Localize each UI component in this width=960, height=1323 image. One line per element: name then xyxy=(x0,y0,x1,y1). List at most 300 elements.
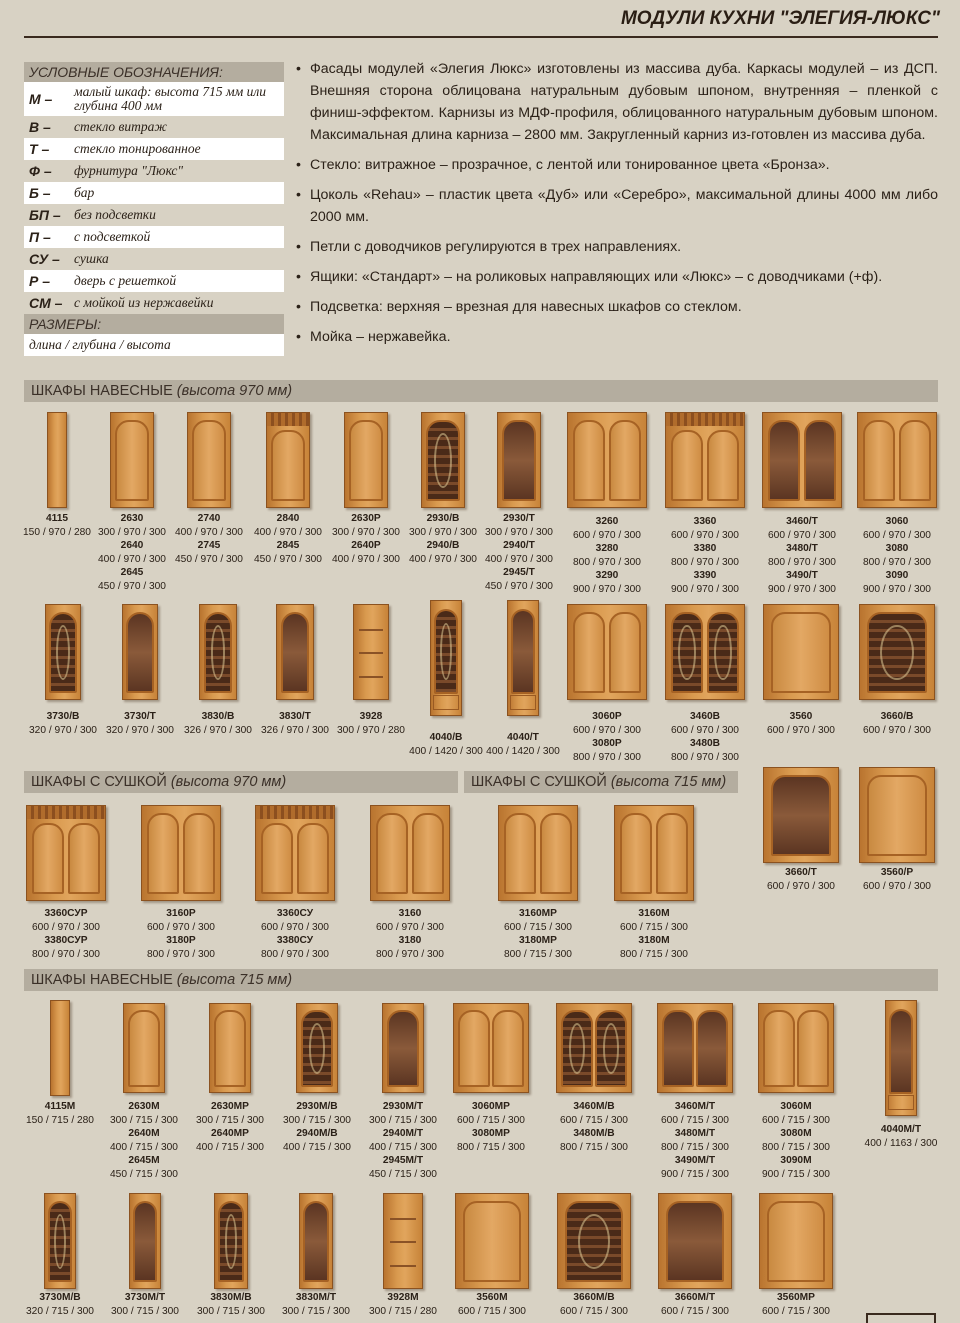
section-subtitle: (высота 970 мм) xyxy=(176,383,293,399)
product-dimensions: 300 / 715 / 300 xyxy=(110,1114,178,1126)
cabinet-door xyxy=(573,420,606,502)
product-dimensions: 400 / 715 / 300 xyxy=(283,1141,351,1153)
cabinet-door xyxy=(863,420,896,502)
product-dimensions: 800 / 715 / 300 xyxy=(560,1141,628,1153)
sizes-row xyxy=(24,334,284,356)
cabinet-image xyxy=(50,1000,70,1096)
product-code: 2630М xyxy=(128,1101,160,1112)
product-code: 4040М/Т xyxy=(880,1124,922,1135)
cabinet-door xyxy=(867,612,926,694)
product-code: 3660/В xyxy=(880,711,914,722)
legend-desc: бар xyxy=(74,185,95,200)
cabinet-door xyxy=(867,775,926,857)
product-code: 2640М xyxy=(128,1128,160,1139)
product-dimensions: 900 / 970 / 300 xyxy=(671,583,739,595)
product-code: 3560М xyxy=(476,1292,508,1303)
cabinet-image xyxy=(567,412,647,508)
product-label xyxy=(6,907,126,961)
cabinet-image xyxy=(657,1003,733,1093)
product-dimensions: 600 / 970 / 300 xyxy=(147,921,215,933)
cabinet-door xyxy=(565,1201,623,1283)
product-dimensions: 450 / 715 / 300 xyxy=(369,1168,437,1180)
description-item: • Цоколь «Rehau» – пластик цвета «Дуб» или «Серебро», максимальной длины 4000 мм либо 2000 мм. xyxy=(296,184,938,228)
product-code: 3160 xyxy=(398,908,422,919)
product-dimensions: 800 / 970 / 300 xyxy=(573,556,641,568)
cabinet-image xyxy=(123,1003,165,1093)
product-code: 2940М/Т xyxy=(382,1128,424,1139)
cabinet-image xyxy=(276,604,314,700)
product-code: 3730М/Т xyxy=(124,1292,166,1303)
cabinet-door xyxy=(297,823,330,894)
cabinet-door xyxy=(218,1201,244,1283)
product-code: 3830М/В xyxy=(210,1292,252,1303)
page-corner-mark xyxy=(866,1313,936,1323)
product-code: 3560/Р xyxy=(880,867,914,878)
shelf xyxy=(390,1265,417,1267)
product-dimensions: 600 / 970 / 300 xyxy=(863,880,931,892)
cabinet-image xyxy=(885,1000,917,1116)
cabinet-image xyxy=(45,604,81,700)
cabinet-image xyxy=(859,604,935,700)
product-code: 3460М/Т xyxy=(674,1101,716,1112)
product-dimensions: 300 / 970 / 280 xyxy=(337,724,405,736)
section-header-dryer-970 xyxy=(24,771,458,793)
product-code: 3080Р xyxy=(592,738,622,749)
product-dimensions: 800 / 970 / 300 xyxy=(261,948,329,960)
product-dimensions: 600 / 970 / 300 xyxy=(573,724,641,736)
drawer xyxy=(510,695,536,711)
product-code: 2940/Т xyxy=(503,540,535,551)
cabinet-image xyxy=(857,412,937,508)
section-title: ШКАФЫ НАВЕСНЫЕ xyxy=(31,383,173,399)
product-dimensions: 600 / 715 / 300 xyxy=(560,1114,628,1126)
product-code: 3730/Т xyxy=(124,711,156,722)
product-code: 3490/Т xyxy=(786,570,818,581)
legend-row xyxy=(24,270,284,292)
product-code: 2640МР xyxy=(211,1128,249,1139)
product-code: 2945/Т xyxy=(503,567,535,578)
product-code: 3280 xyxy=(595,543,619,554)
legend-desc: фурнитура "Люкс" xyxy=(74,163,184,178)
cabinet-door xyxy=(434,609,458,695)
product-dimensions: 400 / 970 / 300 xyxy=(175,526,243,538)
product-dimensions: 400 / 970 / 300 xyxy=(485,553,553,565)
cabinet-door xyxy=(804,420,837,502)
cabinet-image xyxy=(214,1193,248,1289)
product-dimensions: 800 / 970 / 300 xyxy=(768,556,836,568)
cabinet-image xyxy=(507,600,539,716)
product-dimensions: 320 / 715 / 300 xyxy=(26,1305,94,1317)
product-code: 2945М/Т xyxy=(382,1155,424,1166)
product-dimensions: 800 / 970 / 300 xyxy=(376,948,444,960)
cabinet-door xyxy=(115,420,149,502)
product-dimensions: 300 / 970 / 300 xyxy=(409,526,477,538)
description-item: • Ящики: «Стандарт» – на роликовых направляющих или «Люкс» – с доводчиками (+ф). xyxy=(296,266,938,288)
cabinet-image xyxy=(110,412,154,508)
product-code: 3460М/В xyxy=(573,1101,615,1112)
legend-row xyxy=(24,226,284,248)
product-code: 3660М/Т xyxy=(674,1292,716,1303)
cabinet-door xyxy=(387,1010,419,1087)
cabinet-door xyxy=(204,612,233,694)
cabinet-image xyxy=(122,604,158,700)
product-dimensions: 600 / 970 / 300 xyxy=(767,880,835,892)
product-code: 2645М xyxy=(128,1155,160,1166)
product-dimensions: 600 / 970 / 300 xyxy=(863,529,931,541)
product-code: 2930/Т xyxy=(503,513,535,524)
product-code: 3830М/Т xyxy=(295,1292,337,1303)
product-code: 2640Р xyxy=(351,540,381,551)
product-code: 3730/В xyxy=(46,711,80,722)
cabinet-image xyxy=(497,412,541,508)
legend-desc: с подсветкой xyxy=(74,229,151,244)
product-code: 3380СУР xyxy=(44,935,88,946)
legend-row xyxy=(24,160,284,182)
cabinet-door xyxy=(696,1010,727,1087)
product-code: 3460/Т xyxy=(786,516,818,527)
product-dimensions: 600 / 970 / 300 xyxy=(671,724,739,736)
cabinet-door xyxy=(271,430,305,501)
cabinet-door xyxy=(192,420,226,502)
product-code: 2740 xyxy=(197,513,221,524)
cabinet-door xyxy=(620,813,653,895)
legend-desc: малый шкаф: высота 715 мм или глубина 400 мм xyxy=(74,84,266,113)
product-code: 2645 xyxy=(120,567,144,578)
cabinet-door xyxy=(609,420,642,502)
cabinet-door xyxy=(376,813,409,895)
product-code: 3060Р xyxy=(592,711,622,722)
product-dimensions: 800 / 715 / 300 xyxy=(620,948,688,960)
product-dimensions: 300 / 715 / 300 xyxy=(282,1305,350,1317)
product-dimensions: 300 / 715 / 300 xyxy=(197,1305,265,1317)
section-title: ШКАФЫ С СУШКОЙ xyxy=(471,774,607,790)
product-dimensions: 600 / 715 / 300 xyxy=(560,1305,628,1317)
cabinet-image xyxy=(129,1193,161,1289)
product-code: 2640 xyxy=(120,540,144,551)
legend-code: Р – xyxy=(29,273,51,289)
product-code: 3180МР xyxy=(519,935,557,946)
cabinet-door xyxy=(797,1010,828,1087)
product-code: 3830/В xyxy=(201,711,235,722)
cabinet-image xyxy=(255,805,335,901)
product-dimensions: 800 / 970 / 300 xyxy=(147,948,215,960)
cabinet-door xyxy=(666,1201,724,1283)
product-code: 3180 xyxy=(398,935,422,946)
product-dimensions: 400 / 970 / 300 xyxy=(332,553,400,565)
product-dimensions: 900 / 970 / 300 xyxy=(863,583,931,595)
product-code: 2930/В xyxy=(426,513,460,524)
cabinet-image xyxy=(199,604,237,700)
legend-row xyxy=(24,292,284,314)
product-dimensions: 400 / 1420 / 300 xyxy=(409,745,483,757)
product-code: 3490М/Т xyxy=(674,1155,716,1166)
product-dimensions: 450 / 715 / 300 xyxy=(110,1168,178,1180)
product-code: 2845 xyxy=(276,540,300,551)
product-dimensions: 600 / 715 / 300 xyxy=(458,1305,526,1317)
title-divider xyxy=(24,36,938,38)
section-subtitle: (высота 715 мм) xyxy=(176,972,293,988)
product-dimensions: 600 / 970 / 300 xyxy=(768,529,836,541)
cabinet-door xyxy=(763,1010,794,1087)
product-dimensions: 400 / 715 / 300 xyxy=(196,1141,264,1153)
product-dimensions: 600 / 970 / 300 xyxy=(32,921,100,933)
product-dimensions: 800 / 715 / 300 xyxy=(762,1141,830,1153)
product-dimensions: 600 / 715 / 300 xyxy=(661,1114,729,1126)
legend-panel xyxy=(24,62,284,356)
legend-code: БП – xyxy=(29,207,61,223)
shelf xyxy=(390,1241,417,1243)
product-code: 2930М/В xyxy=(296,1101,338,1112)
product-dimensions: 400 / 1420 / 300 xyxy=(486,745,560,757)
product-dimensions: 900 / 715 / 300 xyxy=(661,1168,729,1180)
cabinet-door xyxy=(48,1201,72,1283)
product-code: 4040/В xyxy=(429,732,463,743)
cabinet-image xyxy=(455,1193,529,1289)
shelf xyxy=(359,629,383,631)
product-code: 3830/Т xyxy=(279,711,311,722)
cabinet-door xyxy=(412,813,445,895)
legend-desc: дверь с решеткой xyxy=(74,273,177,288)
legend-desc: без подсветки xyxy=(74,207,156,222)
product-dimensions: 300 / 970 / 300 xyxy=(98,526,166,538)
cornice xyxy=(27,806,105,819)
product-dimensions: 600 / 970 / 300 xyxy=(261,921,329,933)
legend-code: СУ – xyxy=(29,251,60,267)
section-subtitle: (высота 970 мм) xyxy=(170,774,287,790)
legend-code: В – xyxy=(29,119,51,135)
product-dimensions: 600 / 970 / 300 xyxy=(573,529,641,541)
cabinet-door xyxy=(662,1010,693,1087)
product-code: 2940М/В xyxy=(296,1128,338,1139)
cabinet-door xyxy=(214,1010,246,1087)
product-code: 3090 xyxy=(885,570,909,581)
legend-row xyxy=(24,248,284,270)
cabinet-door xyxy=(771,775,830,857)
legend-code: Т – xyxy=(29,141,50,157)
product-code: 3660/Т xyxy=(785,867,817,878)
product-code: 3380СУ xyxy=(276,935,314,946)
cabinet-image xyxy=(567,604,647,700)
cabinet-image xyxy=(209,1003,251,1093)
description-item: • Подсветка: верхняя – врезная для навесных шкафов со стеклом. xyxy=(296,296,938,318)
product-dimensions: 320 / 970 / 300 xyxy=(29,724,97,736)
product-dimensions: 600 / 715 / 300 xyxy=(762,1305,830,1317)
product-code: 3060М xyxy=(780,1101,812,1112)
product-code: 3360СУ xyxy=(276,908,314,919)
cabinet-door xyxy=(68,823,101,894)
legend-desc: сушка xyxy=(74,251,109,266)
product-dimensions: 600 / 970 / 300 xyxy=(376,921,444,933)
cabinet-door xyxy=(128,1010,160,1087)
product-dimensions: 600 / 715 / 300 xyxy=(661,1305,729,1317)
cabinet-door xyxy=(126,612,153,694)
product-dimensions: 400 / 1163 / 300 xyxy=(864,1137,938,1149)
cabinet-image xyxy=(383,1193,423,1289)
product-dimensions: 150 / 970 / 280 xyxy=(23,526,91,538)
legend-desc: с мойкой из нержавейки xyxy=(74,295,214,310)
product-dimensions: 320 / 970 / 300 xyxy=(106,724,174,736)
cabinet-image xyxy=(430,600,462,716)
product-code: 2630Р xyxy=(351,513,381,524)
section-header-dryer-715 xyxy=(464,771,738,793)
cabinet-image xyxy=(557,1193,631,1289)
cabinet-image xyxy=(266,412,310,508)
cabinet-image xyxy=(758,1003,834,1093)
product-dimensions: 300 / 715 / 300 xyxy=(196,1114,264,1126)
cabinet-image xyxy=(370,805,450,901)
page-title: МОДУЛИ КУХНИ "ЭЛЕГИЯ-ЛЮКС" xyxy=(620,8,940,29)
product-dimensions: 600 / 970 / 300 xyxy=(863,724,931,736)
cabinet-door xyxy=(561,1010,592,1087)
product-dimensions: 450 / 970 / 300 xyxy=(98,580,166,592)
product-dimensions: 400 / 715 / 300 xyxy=(369,1141,437,1153)
product-code: 4115М xyxy=(44,1101,76,1112)
legend-row xyxy=(24,204,284,226)
product-dimensions: 800 / 715 / 300 xyxy=(504,948,572,960)
product-label xyxy=(736,1100,856,1181)
cabinet-image xyxy=(382,1003,424,1093)
cabinet-image xyxy=(763,604,839,700)
product-label xyxy=(837,515,957,596)
cabinet-image xyxy=(421,412,465,508)
product-code: 2630 xyxy=(120,513,144,524)
product-code: 3080М xyxy=(780,1128,812,1139)
legend-code: М – xyxy=(29,91,53,107)
product-code: 3290 xyxy=(595,570,619,581)
product-dimensions: 600 / 970 / 300 xyxy=(767,724,835,736)
cabinet-door xyxy=(147,813,180,895)
product-code: 3480М/Т xyxy=(674,1128,716,1139)
product-code: 3560МР xyxy=(777,1292,815,1303)
cabinet-image xyxy=(614,805,694,901)
description-item: • Мойка – нержавейка. xyxy=(296,326,938,348)
cabinet-door xyxy=(540,813,573,895)
cabinet-image xyxy=(187,412,231,508)
product-dimensions: 300 / 715 / 300 xyxy=(111,1305,179,1317)
product-code: 3160Р xyxy=(166,908,196,919)
shelf xyxy=(390,1218,417,1220)
product-dimensions: 800 / 970 / 300 xyxy=(32,948,100,960)
product-code: 3080МР xyxy=(472,1128,510,1139)
product-code: 3928 xyxy=(359,711,383,722)
cabinet-image xyxy=(453,1003,529,1093)
cabinet-door xyxy=(671,612,704,694)
product-dimensions: 300 / 970 / 300 xyxy=(332,526,400,538)
legend-code: П – xyxy=(29,229,51,245)
product-code: 3260 xyxy=(595,516,619,527)
product-code: 2745 xyxy=(197,540,221,551)
product-label xyxy=(837,710,957,737)
product-label xyxy=(594,907,714,961)
cabinet-image xyxy=(47,412,67,508)
sizes-heading: РАЗМЕРЫ: xyxy=(24,314,284,334)
cabinet-image xyxy=(44,1193,76,1289)
section-header-hanging-715 xyxy=(24,969,938,991)
product-dimensions: 800 / 970 / 300 xyxy=(671,556,739,568)
product-code: 3360СУР xyxy=(44,908,88,919)
product-dimensions: 600 / 970 / 300 xyxy=(671,529,739,541)
cabinet-door xyxy=(573,612,606,694)
legend-row xyxy=(24,82,284,116)
product-dimensions: 450 / 970 / 300 xyxy=(175,553,243,565)
product-dimensions: 400 / 970 / 300 xyxy=(98,553,166,565)
drawer xyxy=(433,695,459,711)
product-code: 3660М/В xyxy=(573,1292,615,1303)
description-list xyxy=(296,58,938,356)
product-code: 2940/В xyxy=(426,540,460,551)
cabinet-door xyxy=(426,420,460,502)
cabinet-image xyxy=(26,805,106,901)
cabinet-door xyxy=(671,430,704,501)
product-dimensions: 800 / 970 / 300 xyxy=(863,556,931,568)
drawer xyxy=(888,1095,914,1111)
sizes-desc: длина / глубина / высота xyxy=(29,337,171,352)
product-dimensions: 800 / 715 / 300 xyxy=(457,1141,525,1153)
product-dimensions: 900 / 970 / 300 xyxy=(768,583,836,595)
product-dimensions: 400 / 970 / 300 xyxy=(254,526,322,538)
legend-code: Б – xyxy=(29,185,51,201)
product-dimensions: 450 / 970 / 300 xyxy=(485,580,553,592)
section-header-hanging-970 xyxy=(24,380,938,402)
legend-code: СМ – xyxy=(29,295,63,311)
product-dimensions: 600 / 715 / 300 xyxy=(504,921,572,933)
product-code: 3480/Т xyxy=(786,543,818,554)
cabinet-door xyxy=(458,1010,489,1087)
cabinet-image xyxy=(299,1193,333,1289)
cabinet-door xyxy=(656,813,689,895)
product-dimensions: 800 / 970 / 300 xyxy=(671,751,739,763)
product-dimensions: 400 / 970 / 300 xyxy=(409,553,477,565)
legend-desc: стекло витраж xyxy=(74,119,167,134)
legend-row xyxy=(24,138,284,160)
cabinet-image xyxy=(763,767,839,863)
product-label xyxy=(431,1100,551,1154)
product-dimensions: 300 / 715 / 300 xyxy=(369,1114,437,1126)
cabinet-door xyxy=(502,420,536,502)
cabinet-door xyxy=(133,1201,157,1283)
product-code: 3060МР xyxy=(472,1101,510,1112)
cabinet-door xyxy=(261,823,294,894)
cabinet-door xyxy=(301,1010,333,1087)
product-code: 3080 xyxy=(885,543,909,554)
product-dimensions: 900 / 715 / 300 xyxy=(762,1168,830,1180)
product-dimensions: 600 / 715 / 300 xyxy=(457,1114,525,1126)
cabinet-door xyxy=(349,420,383,502)
cabinet-image xyxy=(296,1003,338,1093)
product-dimensions: 326 / 970 / 300 xyxy=(184,724,252,736)
product-code: 2840 xyxy=(276,513,300,524)
cabinet-door xyxy=(707,612,740,694)
cornice xyxy=(666,413,744,426)
product-code: 3390 xyxy=(693,570,717,581)
product-code: 3730М/В xyxy=(39,1292,81,1303)
product-code: 2630МР xyxy=(211,1101,249,1112)
product-code: 2930М/Т xyxy=(382,1101,424,1112)
cabinet-door xyxy=(609,612,642,694)
cornice xyxy=(256,806,334,819)
legend-code: Ф – xyxy=(29,163,52,179)
section-subtitle: (высота 715 мм) xyxy=(610,774,727,790)
cabinet-door xyxy=(463,1201,521,1283)
product-code: 3928М xyxy=(387,1292,419,1303)
product-label xyxy=(350,907,470,961)
product-dimensions: 300 / 970 / 300 xyxy=(485,526,553,538)
product-code: 3380 xyxy=(693,543,717,554)
cabinet-door xyxy=(707,430,740,501)
product-code: 3180М xyxy=(638,935,670,946)
cabinet-door xyxy=(768,420,801,502)
legend-heading: УСЛОВНЫЕ ОБОЗНАЧЕНИЯ: xyxy=(24,62,284,82)
